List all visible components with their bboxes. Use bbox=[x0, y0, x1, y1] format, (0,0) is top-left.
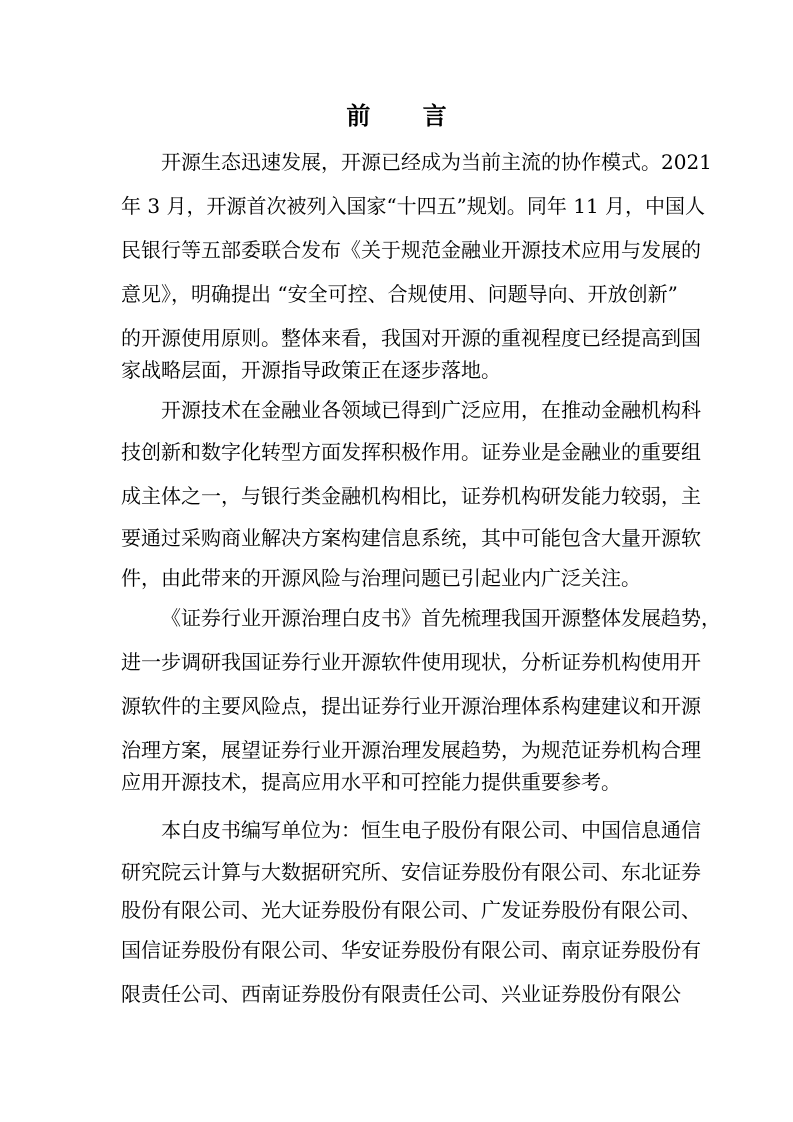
paragraph-4-line-2: 研究院云计算与大数据研究所、安信证券股份有限公司、东北证券 bbox=[121, 860, 701, 884]
paragraph-3-line-2: 进一步调研我国证券行业开源软件使用现状，分析证券机构使用开 bbox=[121, 650, 701, 674]
paragraph-2-line-1: 开源技术在金融业各领域已得到广泛应用，在推动金融机构科 bbox=[161, 398, 701, 422]
paragraph-4-line-1: 本白皮书编写单位为：恒生电子股份有限公司、中国信息通信 bbox=[161, 818, 701, 842]
paragraph-1-line-4: 意见》，明确提出 “安全可控、合规使用、问题导向、开放创新” bbox=[121, 282, 678, 306]
paragraph-3-line-3: 源软件的主要风险点，提出证券行业开源治理体系构建建议和开源 bbox=[121, 694, 701, 718]
paragraph-3-line-4: 治理方案，展望证券行业开源治理发展趋势，为规范证券机构合理 bbox=[121, 738, 701, 762]
paragraph-3-line-1: 《证券行业开源治理白皮书》首先梳理我国开源整体发展趋势， bbox=[161, 606, 721, 630]
paragraph-2-line-5: 件，由此带来的开源风险与治理问题已引起业内广泛关注。 bbox=[121, 566, 641, 590]
paragraph-3-line-5: 应用开源技术，提高应用水平和可控能力提供重要参考。 bbox=[121, 770, 621, 794]
paragraph-1-line-5: 的开源使用原则。整体来看，我国对开源的重视程度已经提高到国 bbox=[121, 326, 701, 350]
paragraph-2-line-2: 技创新和数字化转型方面发挥积极作用。证券业是金融业的重要组 bbox=[121, 440, 701, 464]
paragraph-4-line-3: 股份有限公司、光大证券股份有限公司、广发证券股份有限公司、 bbox=[121, 898, 701, 922]
paragraph-1-line-3: 民银行等五部委联合发布《关于规范金融业开源技术应用与发展的 bbox=[121, 238, 701, 262]
paragraph-4-line-5: 限责任公司、西南证券股份有限责任公司、兴业证券股份有限公 bbox=[121, 982, 681, 1006]
paragraph-2-line-3: 成主体之一，与银行类金融机构相比，证券机构研发能力较弱，主 bbox=[121, 484, 701, 508]
paragraph-1-line-6: 家战略层面，开源指导政策正在逐步落地。 bbox=[121, 358, 501, 382]
paragraph-4-line-4: 国信证券股份有限公司、华安证券股份有限公司、南京证券股份有 bbox=[121, 938, 701, 962]
paragraph-1-line-1: 开源生态迅速发展，开源已经成为当前主流的协作模式。2021 bbox=[161, 150, 712, 174]
paragraph-2-line-4: 要通过采购商业解决方案构建信息系统，其中可能包含大量开源软 bbox=[121, 526, 701, 550]
page-title: 前 言 bbox=[346, 102, 469, 130]
paragraph-1-line-2: 年 3 月，开源首次被列入国家“十四五”规划。同年 11 月，中国人 bbox=[121, 194, 706, 218]
